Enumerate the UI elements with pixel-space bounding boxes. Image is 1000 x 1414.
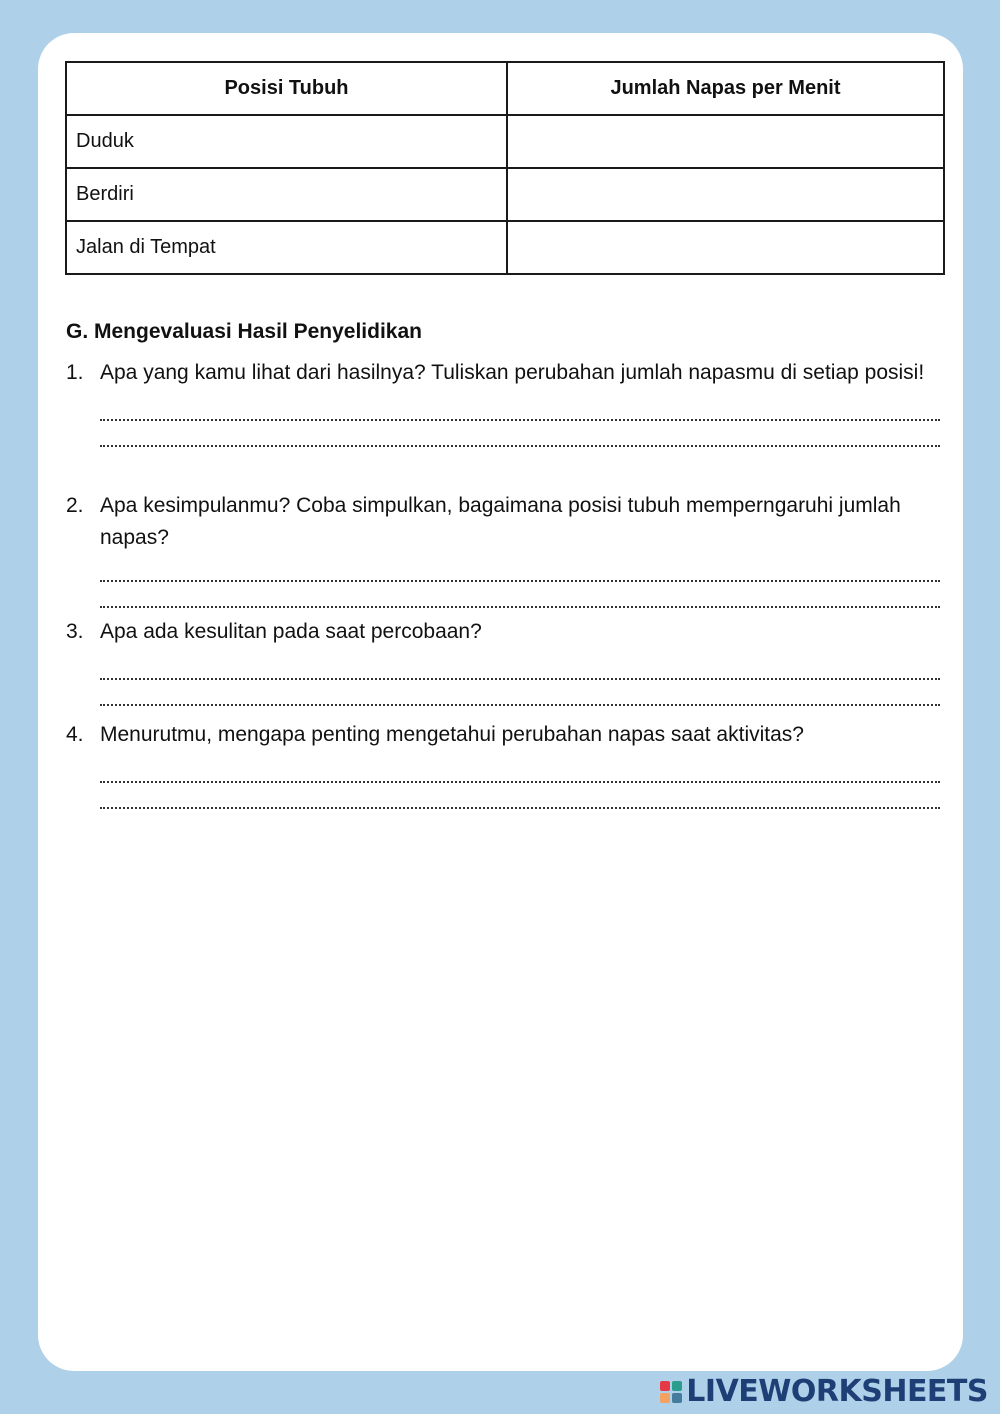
question-text: Apa yang kamu lihat dari hasilnya? Tuliskan perubahan jumlah napasmu di setiap posisi! [100, 361, 925, 384]
answer-line[interactable] [100, 556, 940, 582]
table-header-row [66, 62, 944, 115]
cell-jumlah-input[interactable] [507, 115, 944, 168]
answer-line[interactable] [100, 783, 940, 809]
question-text: Menurutmu, mengapa penting mengetahui perubahan napas saat aktivitas? [100, 723, 804, 746]
worksheet-page [38, 33, 963, 1371]
question-4 [66, 719, 946, 809]
question-2 [66, 490, 946, 608]
answer-line[interactable] [100, 654, 940, 680]
table-row [66, 115, 944, 168]
question-1 [66, 357, 946, 447]
answer-line[interactable] [100, 421, 940, 447]
logo-square [660, 1381, 670, 1391]
answer-line[interactable] [100, 680, 940, 706]
question-number: 2. [66, 494, 84, 517]
table-row [66, 168, 944, 221]
cell-jumlah-input[interactable] [507, 168, 944, 221]
question-number: 3. [66, 620, 84, 643]
question-3 [66, 616, 946, 706]
question-number: 4. [66, 723, 84, 746]
answer-line[interactable] [100, 395, 940, 421]
answer-line[interactable] [100, 757, 940, 783]
brand-name: LIVEWORKSHEETS [686, 1374, 988, 1409]
question-text: Apa kesimpulanmu? Coba simpulkan, bagaimana posisi tubuh memperngaruhi jumlah napas? [100, 494, 901, 549]
observation-table [65, 61, 945, 275]
question-number: 1. [66, 361, 84, 384]
logo-square [672, 1381, 682, 1391]
liveworksheets-logo-icon [660, 1381, 682, 1403]
liveworksheets-brand[interactable] [660, 1374, 988, 1409]
header-posisi-tubuh: Posisi Tubuh [66, 62, 507, 115]
table-row [66, 221, 944, 274]
header-jumlah-napas: Jumlah Napas per Menit [507, 62, 944, 115]
logo-square [672, 1393, 682, 1403]
answer-line[interactable] [100, 582, 940, 608]
section-title: G. Mengevaluasi Hasil Penyelidikan [66, 320, 422, 343]
cell-jumlah-input[interactable] [507, 221, 944, 274]
question-text: Apa ada kesulitan pada saat percobaan? [100, 620, 482, 643]
cell-posisi: Duduk [66, 115, 507, 168]
cell-posisi: Jalan di Tempat [66, 221, 507, 274]
cell-posisi: Berdiri [66, 168, 507, 221]
logo-square [660, 1393, 670, 1403]
